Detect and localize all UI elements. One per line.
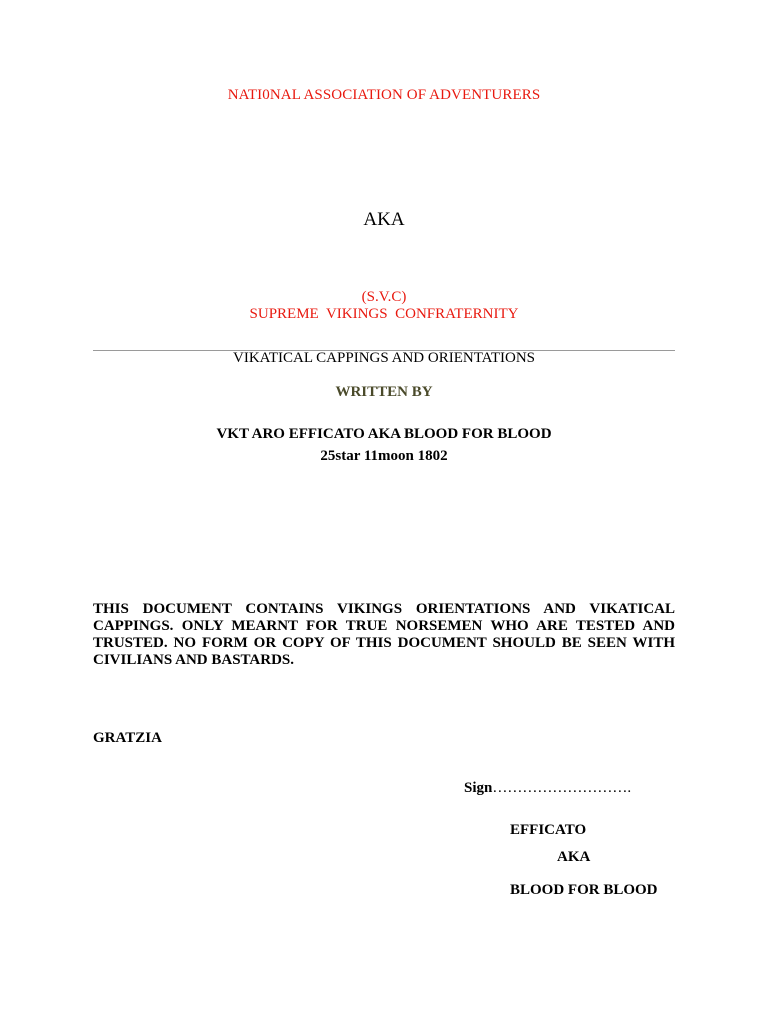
written-by-label: WRITTEN BY <box>335 384 433 400</box>
aka-heading: AKA <box>363 209 405 230</box>
organization-name: NATI0NAL ASSOCIATION OF ADVENTURERS <box>227 87 541 103</box>
signature-dots: ………………………. <box>492 780 632 796</box>
signatory-name-line-3: BLOOD FOR BLOOD <box>510 882 658 898</box>
author-name: VKT ARO EFFICATO AKA BLOOD FOR BLOOD <box>216 426 552 442</box>
signature-line <box>464 780 631 797</box>
signature-label: Sign <box>464 780 493 796</box>
confraternity-full-name: SUPREME VIKINGS CONFRATERNITY <box>249 306 519 322</box>
document-date: 25star 11moon 1802 <box>320 448 448 464</box>
confidentiality-notice: THIS DOCUMENT CONTAINS VIKINGS ORIENTATIONS AND VIKATICAL CAPPINGS. ONLY MEARNT FOR TRUE NORSEMEN WHO ARE TESTED AND TRUSTED. NO FORM OR COPY OF THIS DOCUMENT SHOULD BE SEEN WITH CIVILIANS AND BASTARDS. <box>93 601 675 668</box>
signatory-name-line-2: AKA <box>557 849 591 865</box>
confraternity-abbreviation: (S.V.C) <box>361 289 407 305</box>
signatory-name-line-1: EFFICATO <box>510 822 587 838</box>
closing-word: GRATZIA <box>93 730 162 746</box>
document-subtitle: VIKATICAL CAPPINGS AND ORIENTATIONS <box>233 350 535 366</box>
